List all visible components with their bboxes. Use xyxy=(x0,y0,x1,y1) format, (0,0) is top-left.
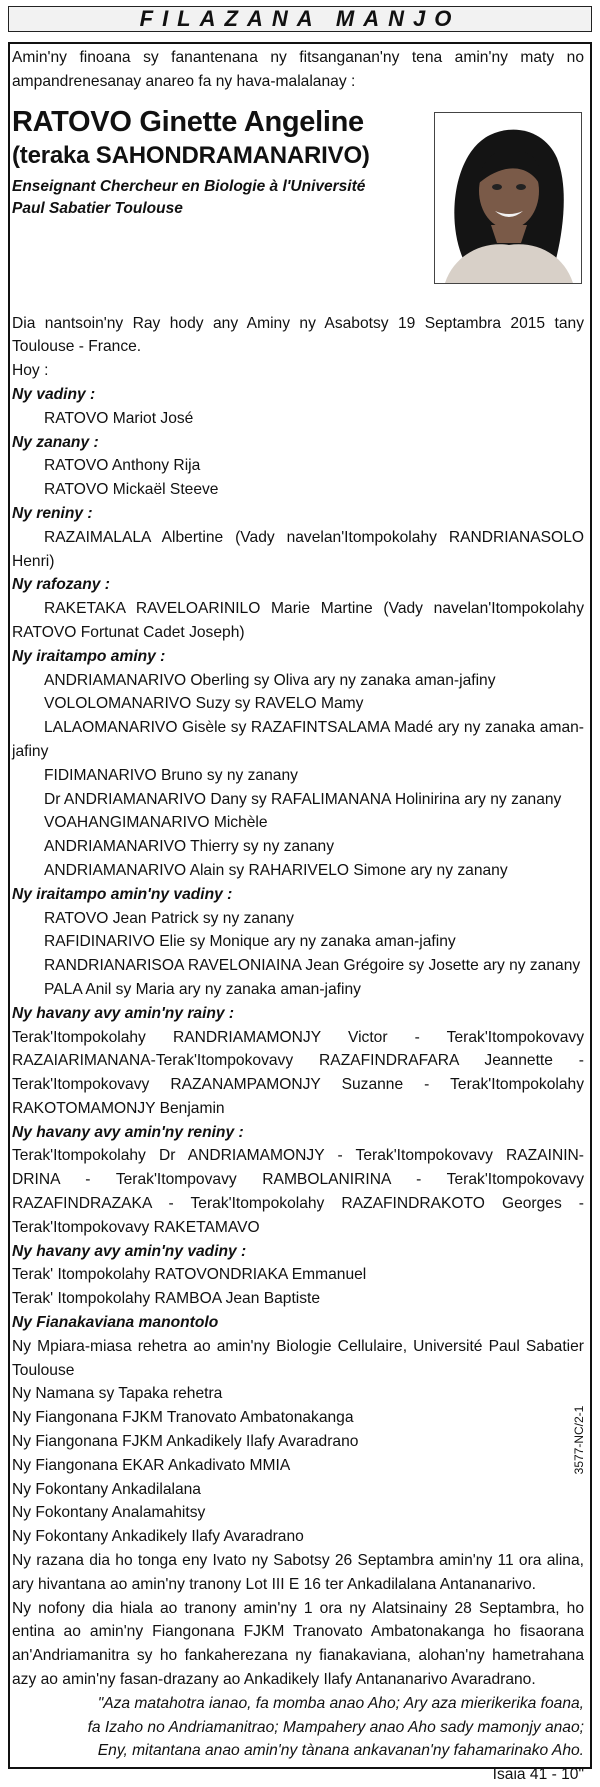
list-item: RATOVO Anthony Rija xyxy=(44,457,201,475)
list-item: RATOVO Mariot José xyxy=(44,409,194,427)
heading-spouse: Ny vadiny : xyxy=(12,385,96,403)
list-item: Ny Fiangonana FJKM Ankadikely Ilafy Avaradrano xyxy=(12,1433,359,1451)
deceased-maiden-name: (teraka SAHONDRAMANARIVO) xyxy=(12,141,370,169)
list-item: ANDRIAMANARIVO Thierry sy ny zanany xyxy=(44,838,335,856)
list-item: FIDIMANARIVO Bruno sy ny zanany xyxy=(44,766,298,784)
list-item: ANDRIAMANARIVO Oberling sy Oliva ary ny zanaka aman-jafiny xyxy=(44,671,496,689)
heading-whole-family: Ny Fianakaviana manontolo xyxy=(12,1314,219,1332)
list-item: RANDRIANARISOA RAVELONIAINA Jean Grégoire sy Josette ary ny zanany xyxy=(44,957,581,975)
list-item: RATOVO Jean Patrick sy ny zanany xyxy=(44,909,294,927)
mother-relatives-text: Terak'Itompokolahy Dr ANDRIAMAMONJY - Terak'Itompokovavy RAZAININ-DRINA - Terak'Itompovavy RAMBOLANIRINA - Terak'Itompokovavy RAZAFINDRAZAKA - Terak'Itompokolahy RAZAFINDRAKOTO Georges - Terak'Itompokovavy RAKETAMAVO xyxy=(12,1147,584,1236)
list-item: Dr ANDRIAMANARIVO Dany sy RAFALIMANANA Holinirina ary ny zanany xyxy=(44,790,562,808)
quote-line-2: fa Izaho no Andriamanitrao; Mampahery anao Aho sady mamonjy anao; xyxy=(87,1718,584,1736)
father-relatives-text: Terak'Itompokolahy RANDRIAMAMONJY Victor - Terak'Itompokovavy RAZAIARIMANANA-Terak'Itompokovavy RAZAFINDRAFARA Jeannette - Terak'Itompokovavy RAZANAMPAMONJY Suzanne - Terak'Itompokolahy RAKOTOMAMONJY Benjamin xyxy=(12,1028,584,1117)
ad-code xyxy=(572,1380,586,1500)
funeral-text: Ny nofony dia hiala ao tranony amin'ny 1 ora ny Alatsinainy 28 Septambra, ho entina ao amin'ny Fiangonana FJKM Tranovato Ambatonakanga ho fisaorana an'Andriamanitra sy ho fankaherezana ny fianakaviana, alohan'ny hametrahana azy ao amin'ny fasan-drazany ao Ankadikely Ilafy Antananarivo Avaradrano. xyxy=(12,1599,584,1689)
heading-mother: Ny reniny : xyxy=(12,504,93,522)
mother-text: RAZAIMALALA Albertine (Vady navelan'Itompokolahy RANDRIANASOLO Henri) xyxy=(12,528,584,570)
ad-code-text: 3577-NC/2-1 xyxy=(572,1405,586,1475)
list-item: Ny Fiangonana EKAR Ankadivato MMIA xyxy=(12,1456,291,1474)
list-item: ANDRIAMANARIVO Alain sy RAHARIVELO Simone ary ny zanany xyxy=(44,861,508,879)
heading-children: Ny zanany : xyxy=(12,433,99,451)
list-item: Ny Fiangonana FJKM Tranovato Ambatonakanga xyxy=(12,1409,354,1427)
heading-father-relatives: Ny havany avy amin'ny rainy : xyxy=(12,1004,235,1022)
list-item: VOLOLOMANARIVO Suzy sy RAVELO Mamy xyxy=(44,695,364,713)
announcement-text: Dia nantsoin'ny Ray hody any Aminy ny Asabotsy 19 Septambra 2015 tany Toulouse - France. xyxy=(12,314,584,356)
in-laws-text: RAKETAKA RAVELOARINILO Marie Martine (Vady navelan'Itompokolahy RATOVO Fortunat Cadet Joseph) xyxy=(12,600,584,641)
list-item: VOAHANGIMANARIVO Michèle xyxy=(44,814,268,832)
portrait-photo xyxy=(434,112,582,284)
deceased-name: RATOVO Ginette Angeline xyxy=(12,105,364,138)
list-item: RAFIDINARIVO Elie sy Monique ary ny zanaka aman-jafiny xyxy=(44,933,456,951)
list-item: Ny Namana sy Tapaka rehetra xyxy=(12,1385,223,1403)
role-line-1: Enseignant Chercheur en Biologie à l'Université xyxy=(12,177,366,195)
list-item: Terak' Itompokolahy RATOVONDRIAKA Emmanuel xyxy=(12,1266,367,1284)
portrait-photo-icon xyxy=(435,113,581,283)
heading-spouse-siblings: Ny iraitampo amin'ny vadiny : xyxy=(12,885,233,903)
arrival-text: Ny razana dia ho tonga eny Ivato ny Sabotsy 26 Septambra amin'ny 11 ora alina, ary hivantana ao amin'ny tranony Lot III E 16 ter Ankadilalana Antananarivo. xyxy=(12,1552,584,1593)
heading-in-laws: Ny rafozany : xyxy=(12,576,110,594)
quote-line-3: Eny, mitantana anao amin'ny tànana ankavanan'ny fahamarinako Aho. xyxy=(97,1742,584,1760)
hoy-label: Hoy : xyxy=(12,362,49,380)
heading-spouse-relatives: Ny havany avy amin'ny vadiny : xyxy=(12,1242,247,1260)
quote-line-1: "Aza matahotra ianao, fa momba anao Aho; Ary aza mierikerika foana, xyxy=(97,1694,584,1712)
role-line-2: Paul Sabatier Toulouse xyxy=(12,199,183,217)
list-item: Ny Fokontany Ankadilalana xyxy=(12,1480,201,1498)
deceased-block xyxy=(12,104,584,312)
intro-text: Amin'ny finoana sy fanantenana ny fitsanganan'ny tena amin'ny maty no ampandrenesanay anareo fa ny hava-malalanay : xyxy=(12,49,584,90)
list-item: Ny Fokontany Analamahitsy xyxy=(12,1504,206,1522)
list-item: RATOVO Mickaël Steeve xyxy=(44,481,219,499)
list-item: PALA Anil sy Maria ary ny zanaka aman-jafiny xyxy=(44,980,361,998)
verse-reference: Isaia 41 - 10" xyxy=(492,1766,584,1784)
list-item: Ny Fokontany Ankadikely Ilafy Avaradrano xyxy=(12,1528,304,1546)
list-item: Terak' Itompokolahy RAMBOA Jean Baptiste xyxy=(12,1290,321,1308)
heading-mother-relatives: Ny havany avy amin'ny reniny : xyxy=(12,1123,244,1141)
list-item: Ny Mpiara-miasa rehetra ao amin'ny Biologie Cellulaire, Université Paul Sabatier Toulouse xyxy=(12,1337,584,1379)
page-header xyxy=(8,6,592,32)
heading-siblings: Ny iraitampo aminy : xyxy=(12,647,166,665)
notice-content xyxy=(12,46,584,1787)
list-item: LALAOMANARIVO Gisèle sy RAZAFINTSALAMA Madé ary ny zanaka aman-jafiny xyxy=(12,719,584,760)
header-title: FILAZANA MANJO xyxy=(139,6,461,31)
